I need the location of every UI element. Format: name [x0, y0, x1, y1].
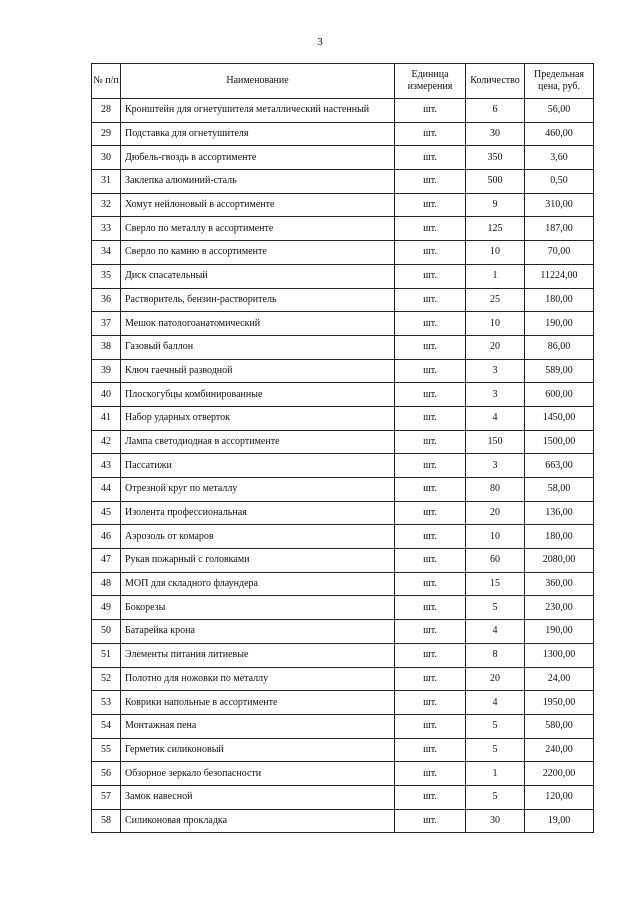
cell-price: 600,00 — [525, 383, 594, 407]
cell-qty: 3 — [466, 383, 525, 407]
cell-unit: шт. — [395, 383, 466, 407]
cell-unit: шт. — [395, 762, 466, 786]
cell-price: 2080,00 — [525, 549, 594, 573]
cell-name: Сверло по камню в ассортименте — [121, 241, 395, 265]
cell-price: 589,00 — [525, 359, 594, 383]
cell-name: Растворитель, бензин-растворитель — [121, 288, 395, 312]
cell-qty: 4 — [466, 406, 525, 430]
cell-price: 360,00 — [525, 572, 594, 596]
cell-unit: шт. — [395, 335, 466, 359]
cell-unit: шт. — [395, 170, 466, 194]
table-row — [92, 714, 594, 738]
cell-no: 46 — [92, 525, 121, 549]
cell-qty: 3 — [466, 454, 525, 478]
cell-name: Диск спасательный — [121, 264, 395, 288]
table-row — [92, 501, 594, 525]
cell-unit: шт. — [395, 478, 466, 502]
cell-name: Пассатижи — [121, 454, 395, 478]
cell-name: Хомут нейлоновый в ассортименте — [121, 193, 395, 217]
cell-price: 180,00 — [525, 525, 594, 549]
cell-unit: шт. — [395, 549, 466, 573]
cell-name: Кронштейн для огнетушителя металлический настенный — [121, 99, 395, 123]
cell-qty: 5 — [466, 785, 525, 809]
cell-unit: шт. — [395, 738, 466, 762]
cell-unit: шт. — [395, 643, 466, 667]
table-row — [92, 478, 594, 502]
cell-unit: шт. — [395, 264, 466, 288]
cell-qty: 20 — [466, 667, 525, 691]
cell-no: 42 — [92, 430, 121, 454]
cell-unit: шт. — [395, 714, 466, 738]
table-row — [92, 383, 594, 407]
cell-name: Изолента профессиональная — [121, 501, 395, 525]
table-row — [92, 785, 594, 809]
cell-name: МОП для складного флаундера — [121, 572, 395, 596]
table-row — [92, 454, 594, 478]
table-row — [92, 667, 594, 691]
cell-unit: шт. — [395, 217, 466, 241]
cell-qty: 6 — [466, 99, 525, 123]
table-row — [92, 762, 594, 786]
cell-name: Подставка для огнетушителя — [121, 122, 395, 146]
table-row — [92, 335, 594, 359]
cell-name: Полотно для ножовки по металлу — [121, 667, 395, 691]
cell-no: 48 — [92, 572, 121, 596]
cell-qty: 20 — [466, 335, 525, 359]
cell-price: 1450,00 — [525, 406, 594, 430]
cell-unit: шт. — [395, 596, 466, 620]
table-row — [92, 809, 594, 833]
table-header-row — [92, 64, 594, 99]
cell-qty: 30 — [466, 809, 525, 833]
cell-qty: 150 — [466, 430, 525, 454]
cell-no: 39 — [92, 359, 121, 383]
cell-price: 310,00 — [525, 193, 594, 217]
cell-no: 33 — [92, 217, 121, 241]
cell-price: 56,00 — [525, 99, 594, 123]
cell-name: Силиконовая прокладка — [121, 809, 395, 833]
cell-price: 580,00 — [525, 714, 594, 738]
cell-unit: шт. — [395, 572, 466, 596]
cell-name: Набор ударных отверток — [121, 406, 395, 430]
cell-price: 230,00 — [525, 596, 594, 620]
cell-unit: шт. — [395, 288, 466, 312]
cell-name: Коврики напольные в ассортименте — [121, 691, 395, 715]
cell-no: 29 — [92, 122, 121, 146]
header-no: № п/п — [92, 64, 121, 99]
cell-no: 35 — [92, 264, 121, 288]
cell-name: Обзорное зеркало безопасности — [121, 762, 395, 786]
table-row — [92, 525, 594, 549]
cell-unit: шт. — [395, 146, 466, 170]
cell-name: Аэрозоль от комаров — [121, 525, 395, 549]
page-number: 3 — [317, 36, 323, 48]
cell-name: Дюбель-гвоздь в ассортименте — [121, 146, 395, 170]
cell-price: 460,00 — [525, 122, 594, 146]
table-row — [92, 193, 594, 217]
cell-price: 11224,00 — [525, 264, 594, 288]
cell-price: 190,00 — [525, 312, 594, 336]
table-row — [92, 99, 594, 123]
table-row — [92, 146, 594, 170]
cell-unit: шт. — [395, 620, 466, 644]
cell-no: 44 — [92, 478, 121, 502]
cell-no: 49 — [92, 596, 121, 620]
cell-price: 0,50 — [525, 170, 594, 194]
cell-no: 56 — [92, 762, 121, 786]
cell-no: 55 — [92, 738, 121, 762]
cell-unit: шт. — [395, 99, 466, 123]
cell-name: Бокорезы — [121, 596, 395, 620]
cell-price: 58,00 — [525, 478, 594, 502]
cell-no: 41 — [92, 406, 121, 430]
cell-name: Элементы питания литиевые — [121, 643, 395, 667]
cell-no: 32 — [92, 193, 121, 217]
cell-no: 52 — [92, 667, 121, 691]
cell-name: Рукав пожарный с головками — [121, 549, 395, 573]
cell-price: 120,00 — [525, 785, 594, 809]
table-row — [92, 691, 594, 715]
cell-qty: 10 — [466, 312, 525, 336]
cell-qty: 4 — [466, 620, 525, 644]
cell-price: 86,00 — [525, 335, 594, 359]
cell-qty: 10 — [466, 525, 525, 549]
cell-price: 663,00 — [525, 454, 594, 478]
cell-unit: шт. — [395, 359, 466, 383]
cell-unit: шт. — [395, 406, 466, 430]
table-row — [92, 170, 594, 194]
table-row — [92, 217, 594, 241]
cell-qty: 3 — [466, 359, 525, 383]
table-row — [92, 738, 594, 762]
cell-name: Монтажная пена — [121, 714, 395, 738]
cell-no: 58 — [92, 809, 121, 833]
cell-name: Плоскогубцы комбинированные — [121, 383, 395, 407]
cell-unit: шт. — [395, 430, 466, 454]
cell-unit: шт. — [395, 193, 466, 217]
table-row — [92, 288, 594, 312]
table-row — [92, 241, 594, 265]
cell-qty: 15 — [466, 572, 525, 596]
cell-price: 1950,00 — [525, 691, 594, 715]
cell-qty: 20 — [466, 501, 525, 525]
table-row — [92, 430, 594, 454]
cell-name: Газовый баллон — [121, 335, 395, 359]
cell-price: 1300,00 — [525, 643, 594, 667]
cell-price: 240,00 — [525, 738, 594, 762]
cell-qty: 25 — [466, 288, 525, 312]
cell-name: Мешок патологоанатомический — [121, 312, 395, 336]
table-row — [92, 572, 594, 596]
cell-qty: 8 — [466, 643, 525, 667]
cell-qty: 500 — [466, 170, 525, 194]
cell-no: 47 — [92, 549, 121, 573]
cell-unit: шт. — [395, 241, 466, 265]
cell-price: 136,00 — [525, 501, 594, 525]
cell-no: 34 — [92, 241, 121, 265]
cell-qty: 350 — [466, 146, 525, 170]
cell-no: 30 — [92, 146, 121, 170]
cell-no: 53 — [92, 691, 121, 715]
cell-no: 37 — [92, 312, 121, 336]
header-name: Наименование — [121, 64, 395, 99]
cell-unit: шт. — [395, 122, 466, 146]
cell-unit: шт. — [395, 525, 466, 549]
table-body — [92, 99, 594, 833]
cell-price: 187,00 — [525, 217, 594, 241]
cell-price: 1500,00 — [525, 430, 594, 454]
cell-unit: шт. — [395, 691, 466, 715]
cell-no: 28 — [92, 99, 121, 123]
header-qty: Количество — [466, 64, 525, 99]
cell-no: 38 — [92, 335, 121, 359]
table-row — [92, 264, 594, 288]
cell-name: Заклепка алюминий-сталь — [121, 170, 395, 194]
cell-price: 2200,00 — [525, 762, 594, 786]
cell-qty: 5 — [466, 596, 525, 620]
table-row — [92, 359, 594, 383]
cell-unit: шт. — [395, 454, 466, 478]
cell-name: Батарейка крона — [121, 620, 395, 644]
cell-unit: шт. — [395, 312, 466, 336]
table-row — [92, 596, 594, 620]
table-row — [92, 312, 594, 336]
table-row — [92, 643, 594, 667]
header-price: Предельная цена, руб. — [525, 64, 594, 99]
cell-name: Замок навесной — [121, 785, 395, 809]
cell-no: 45 — [92, 501, 121, 525]
price-table — [91, 63, 594, 833]
table-row — [92, 406, 594, 430]
cell-no: 54 — [92, 714, 121, 738]
cell-price: 190,00 — [525, 620, 594, 644]
cell-price: 3,60 — [525, 146, 594, 170]
cell-no: 31 — [92, 170, 121, 194]
cell-qty: 9 — [466, 193, 525, 217]
cell-qty: 4 — [466, 691, 525, 715]
cell-no: 50 — [92, 620, 121, 644]
cell-no: 57 — [92, 785, 121, 809]
cell-no: 51 — [92, 643, 121, 667]
cell-qty: 10 — [466, 241, 525, 265]
cell-name: Герметик силиконовый — [121, 738, 395, 762]
cell-unit: шт. — [395, 667, 466, 691]
cell-price: 70,00 — [525, 241, 594, 265]
cell-price: 180,00 — [525, 288, 594, 312]
cell-qty: 1 — [466, 762, 525, 786]
table-row — [92, 620, 594, 644]
cell-qty: 5 — [466, 738, 525, 762]
cell-name: Ключ гаечный разводной — [121, 359, 395, 383]
table-row — [92, 122, 594, 146]
cell-no: 36 — [92, 288, 121, 312]
cell-no: 40 — [92, 383, 121, 407]
cell-no: 43 — [92, 454, 121, 478]
cell-qty: 125 — [466, 217, 525, 241]
cell-unit: шт. — [395, 501, 466, 525]
cell-price: 19,00 — [525, 809, 594, 833]
cell-name: Отрезной круг по металлу — [121, 478, 395, 502]
table-row — [92, 549, 594, 573]
cell-qty: 80 — [466, 478, 525, 502]
cell-unit: шт. — [395, 785, 466, 809]
cell-name: Сверло по металлу в ассортименте — [121, 217, 395, 241]
cell-unit: шт. — [395, 809, 466, 833]
cell-price: 24,00 — [525, 667, 594, 691]
cell-name: Лампа светодиодная в ассортименте — [121, 430, 395, 454]
cell-qty: 30 — [466, 122, 525, 146]
cell-qty: 60 — [466, 549, 525, 573]
header-unit: Единица измерения — [395, 64, 466, 99]
cell-qty: 1 — [466, 264, 525, 288]
cell-qty: 5 — [466, 714, 525, 738]
